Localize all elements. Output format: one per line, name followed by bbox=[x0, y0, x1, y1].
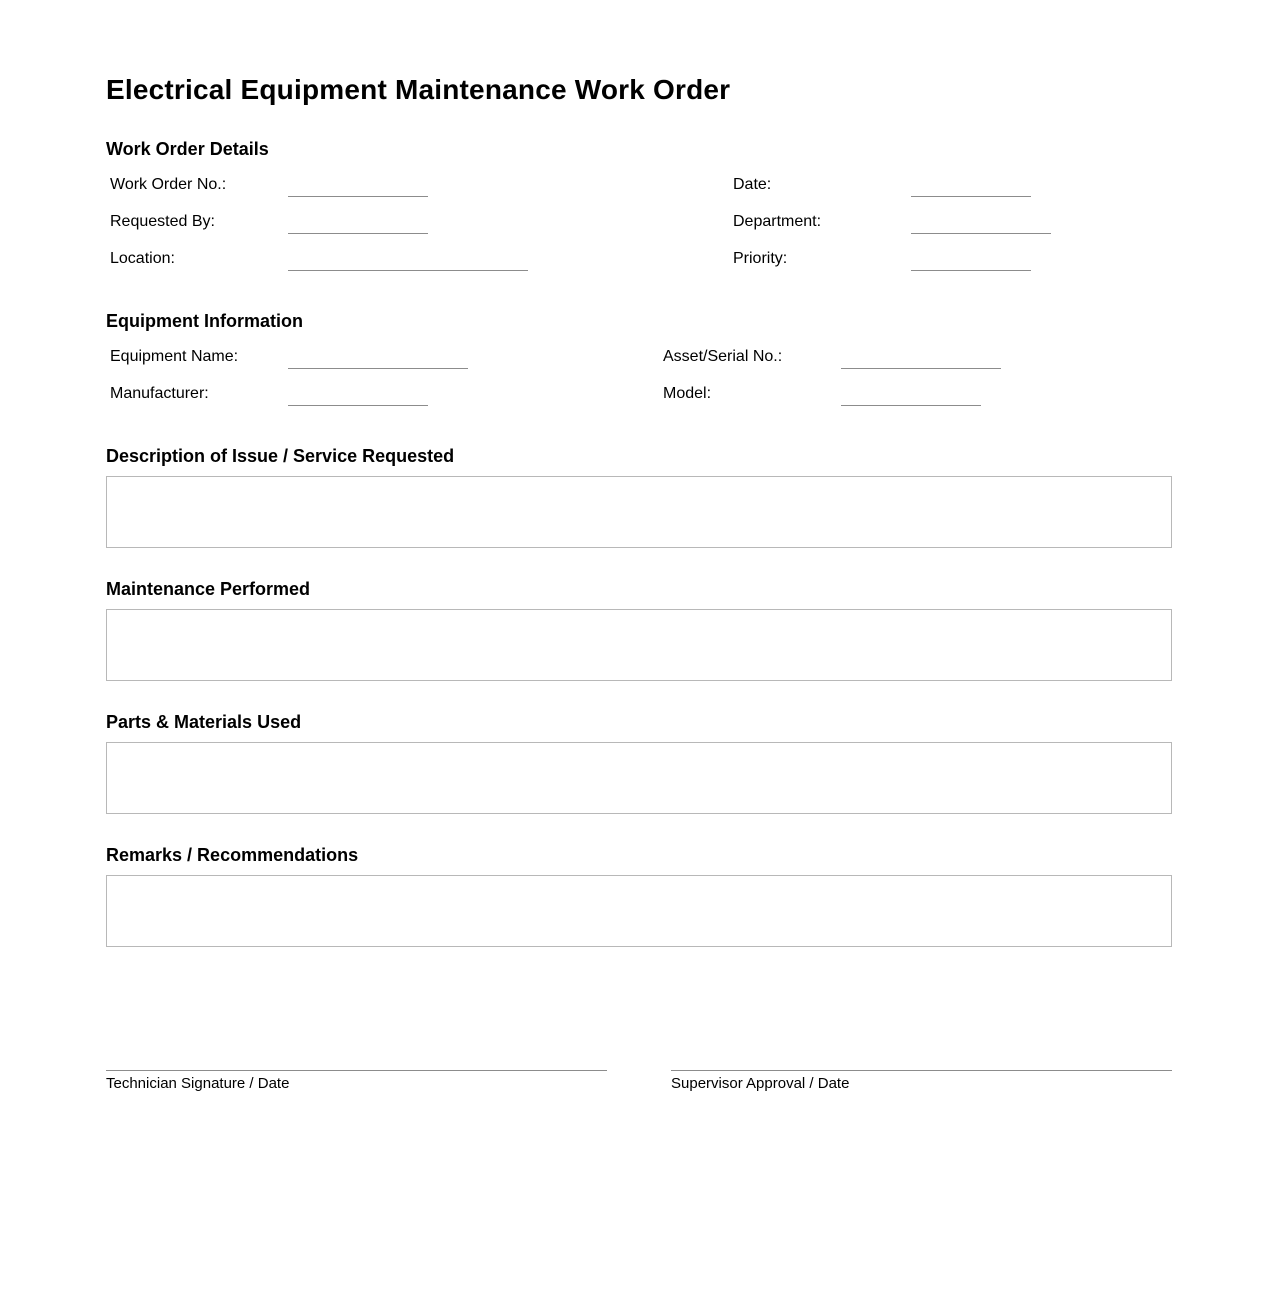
supervisor-approval-line[interactable] bbox=[671, 1070, 1172, 1071]
parts-heading: Parts & Materials Used bbox=[106, 712, 302, 732]
work-order-no-label: Work Order No.: bbox=[110, 176, 227, 193]
date-field[interactable] bbox=[911, 196, 1031, 197]
location-label: Location: bbox=[110, 250, 175, 267]
priority-field[interactable] bbox=[911, 270, 1031, 271]
department-field[interactable] bbox=[911, 233, 1051, 234]
description-heading: Description of Issue / Service Requested bbox=[106, 446, 455, 466]
date-label: Date: bbox=[733, 176, 772, 193]
technician-signature-label: Technician Signature / Date bbox=[106, 1075, 290, 1092]
model-field[interactable] bbox=[841, 405, 981, 406]
description-textarea[interactable] bbox=[106, 476, 1172, 548]
priority-label: Priority: bbox=[733, 250, 788, 267]
parts-textarea[interactable] bbox=[106, 742, 1172, 814]
technician-signature-line[interactable] bbox=[106, 1070, 607, 1071]
manufacturer-label: Manufacturer: bbox=[110, 385, 209, 402]
model-label: Model: bbox=[663, 385, 712, 402]
equipment-name-field[interactable] bbox=[288, 368, 468, 369]
requested-by-label: Requested By: bbox=[110, 213, 215, 230]
work-order-no-field[interactable] bbox=[288, 196, 428, 197]
manufacturer-field[interactable] bbox=[288, 405, 428, 406]
location-field[interactable] bbox=[288, 270, 528, 271]
maintenance-textarea[interactable] bbox=[106, 609, 1172, 681]
page-title: Electrical Equipment Maintenance Work Order bbox=[106, 74, 731, 105]
remarks-textarea[interactable] bbox=[106, 875, 1172, 947]
department-label: Department: bbox=[733, 213, 822, 230]
supervisor-approval-label: Supervisor Approval / Date bbox=[671, 1075, 850, 1092]
asset-serial-field[interactable] bbox=[841, 368, 1001, 369]
maintenance-heading: Maintenance Performed bbox=[106, 579, 311, 599]
asset-serial-label: Asset/Serial No.: bbox=[663, 348, 783, 365]
equipment-information-heading: Equipment Information bbox=[106, 311, 303, 331]
work-order-details-heading: Work Order Details bbox=[106, 139, 269, 159]
requested-by-field[interactable] bbox=[288, 233, 428, 234]
remarks-heading: Remarks / Recommendations bbox=[106, 845, 359, 865]
equipment-name-label: Equipment Name: bbox=[110, 348, 239, 365]
